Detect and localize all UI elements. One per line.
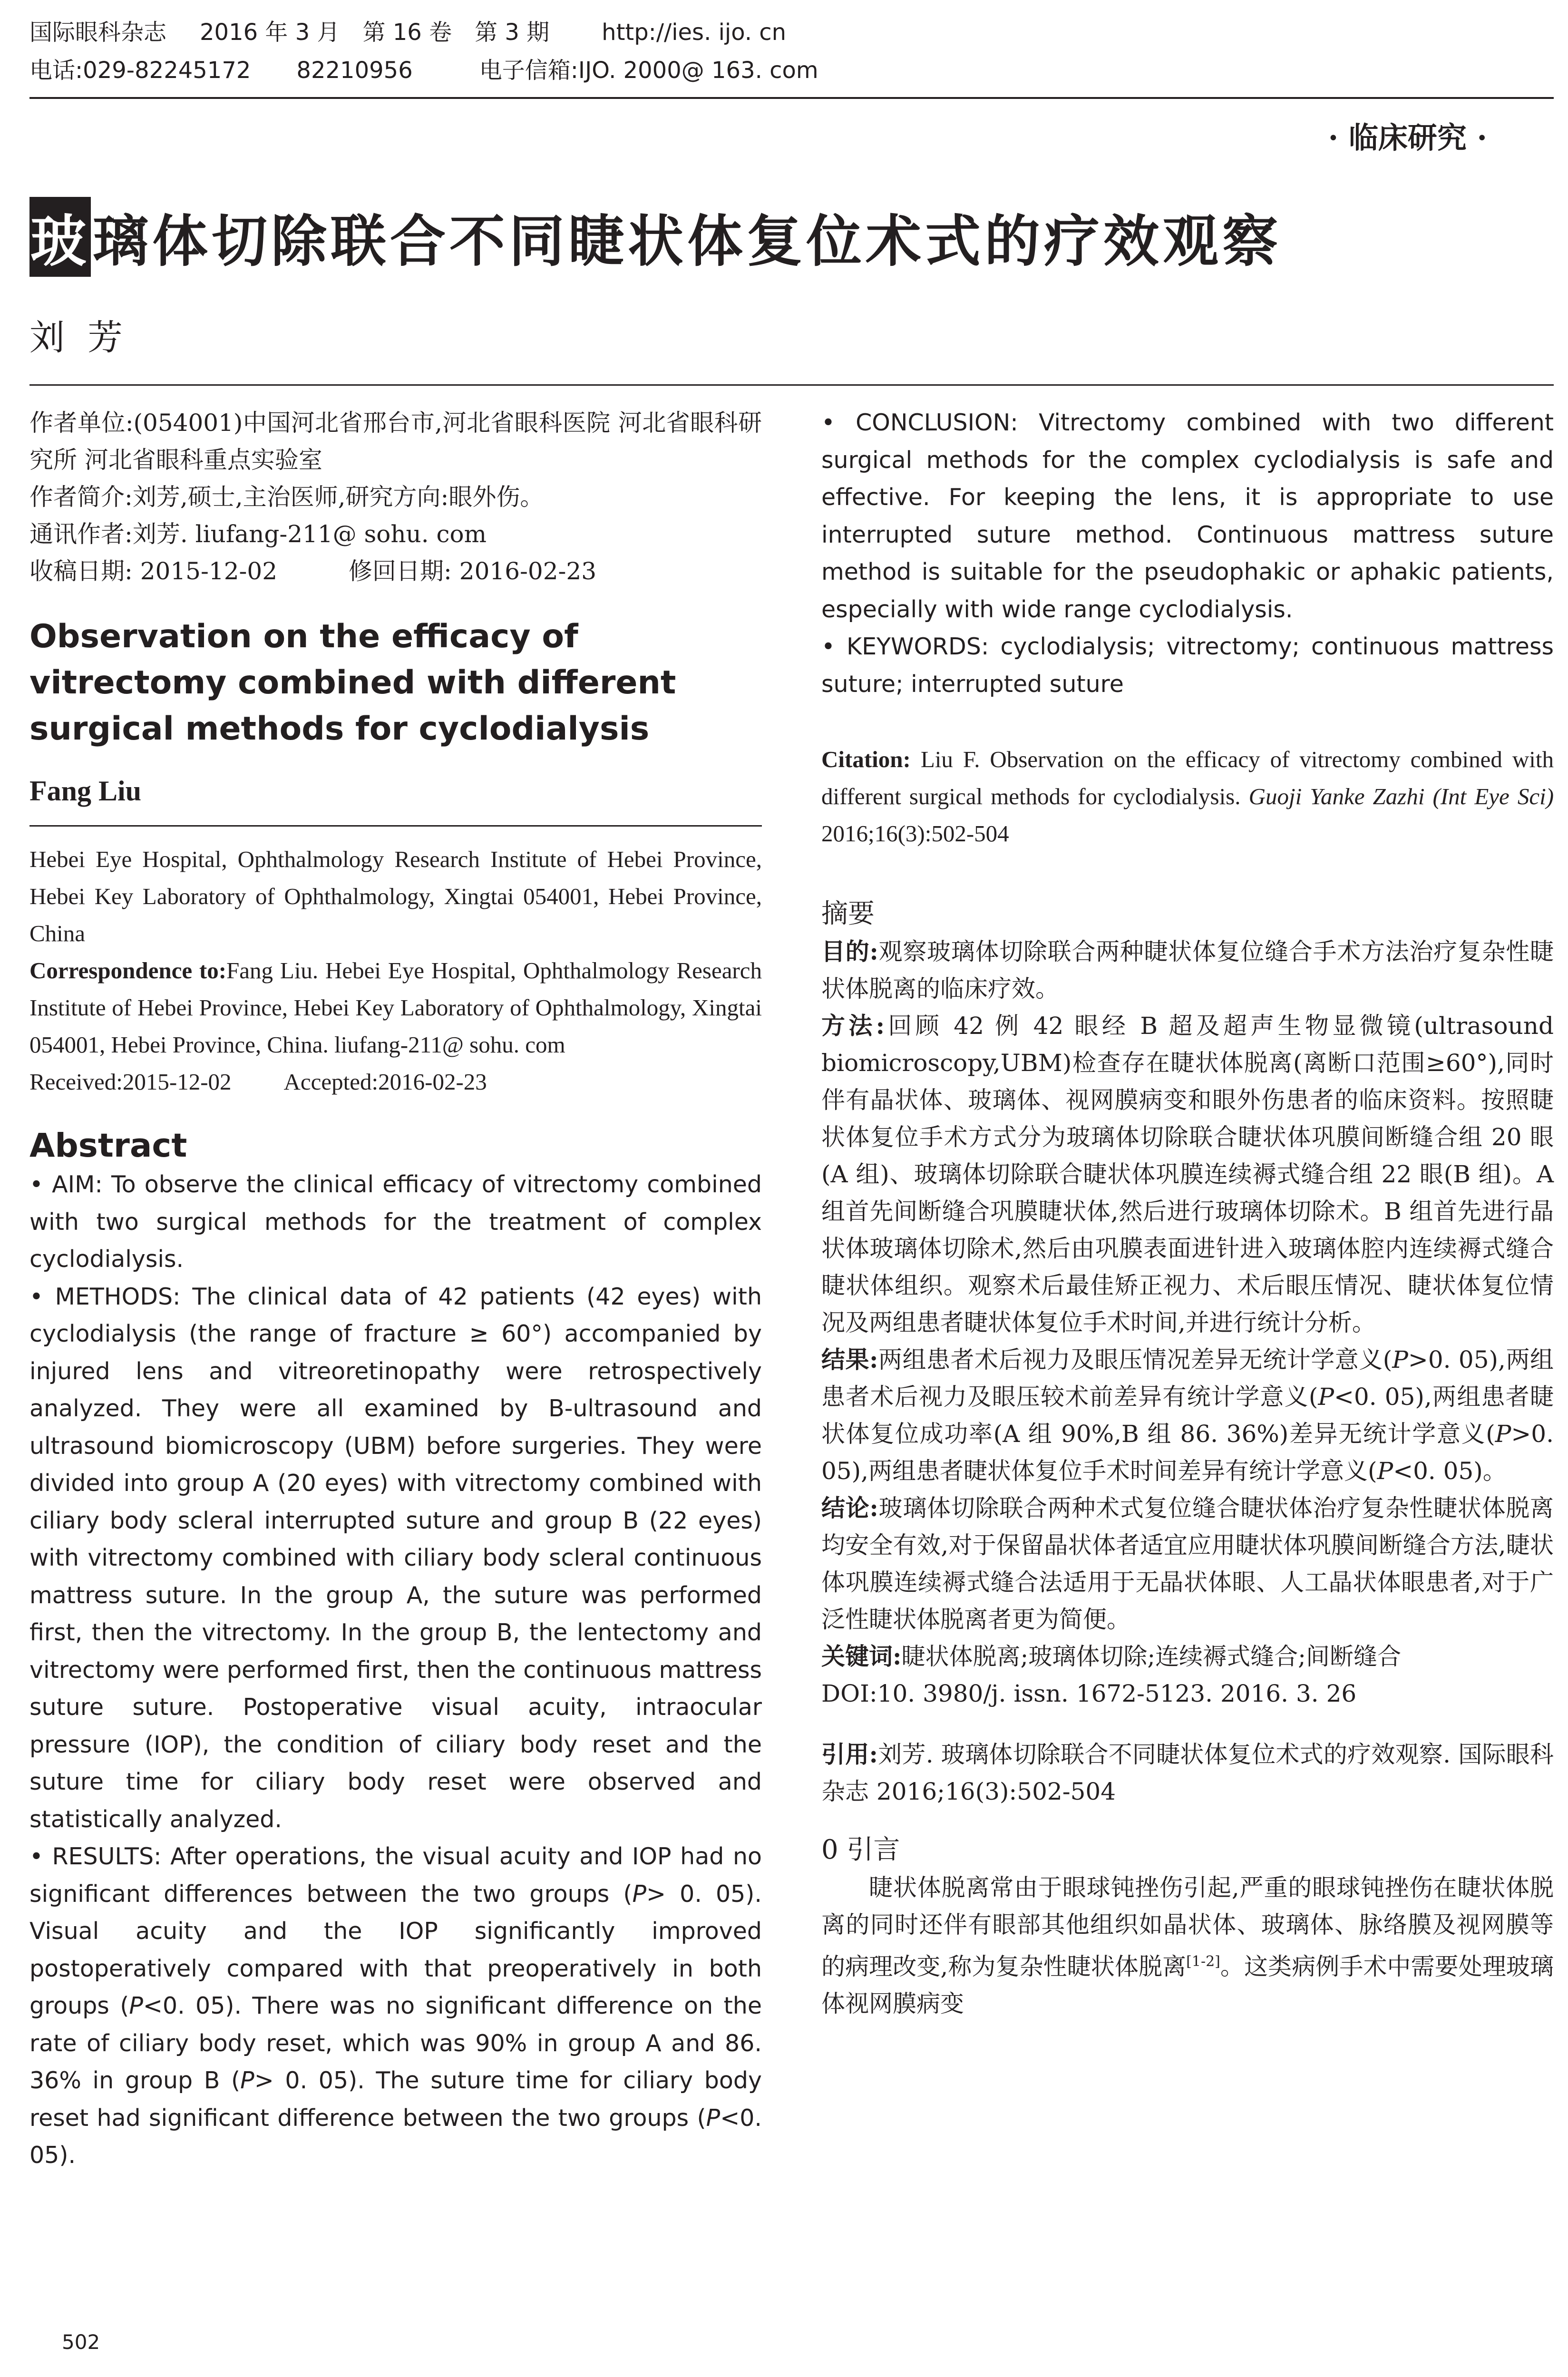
doi: DOI:10. 3980/j. issn. 1672-5123. 2016. 3. 26	[821, 1680, 1357, 1707]
title-first-char: 玻	[29, 197, 91, 277]
title-rule	[29, 384, 1554, 386]
running-header-line1	[29, 17, 786, 48]
title-rest: 璃体切除联合不同睫状体复位术式的疗效观察	[93, 209, 1282, 274]
phone-info: 电话:029-82245172 82210956	[29, 57, 413, 84]
cn-abstract-keywords: 关键词:睫状体脱离;玻璃体切除;连续褥式缝合;间断缝合	[821, 1642, 1402, 1670]
page-number: 502	[62, 2330, 100, 2354]
abstract-heading: Abstract	[29, 1127, 187, 1165]
english-title: Observation on the efficacy of vitrectomy combined with different surgical methods for cyclodialysis	[29, 618, 676, 748]
en-dates: Received:2015-12-02 Accepted:2016-02-23	[29, 1069, 487, 1095]
article-title	[29, 199, 1282, 275]
journal-name: 国际眼科杂志	[29, 19, 167, 46]
issue-info: 2016 年 3 月 第 16 卷 第 3 期	[200, 19, 550, 46]
correspondence: Correspondence to:Fang Liu. Hebei Eye Hospital, Ophthalmology Research Institute of Hebei Province, Hebei Key Laboratory of Ophthalmology, Xingtai 054001, Hebei Province, China. liufang-211@ sohu. com	[29, 957, 762, 1058]
cn-abstract-heading: 摘要	[821, 898, 875, 929]
corresponding-author: 通讯作者:刘芳. liufang-211@ sohu. com	[29, 520, 487, 548]
running-header-line2	[29, 55, 818, 86]
header-rule	[29, 97, 1554, 99]
journal-url[interactable]: http://ies. ijo. cn	[602, 19, 787, 46]
cn-abstract-methods: 方法:回顾 42 例 42 眼经 B 超及超声生物显微镜(ultrasound biomicroscopy,UBM)检查存在睫状体脱离(离断口范围≥60°),同时伴有晶状体、玻璃体、视网膜病变和眼外伤患者的临床资料。按照睫状体复位手术方式分为玻璃体切除联合睫状体巩膜间断缝合组 20 眼(A 组)、玻璃体切除联合睫状体巩膜连续褥式缝合组 22 眼(B 组)。A 组首先间断缝合巩膜睫状体,然后进行玻璃体切除术。B 组首先进行晶状体玻璃体切除术,然后由巩膜表面进针进入玻璃体腔内连续褥式缝合睫状体组织。观察术后最佳矫正视力、术后眼压情况、睫状体复位情况及两组患者睫状体复位手术时间,并进行统计分析。	[821, 1012, 1554, 1336]
cn-abstract-conclusion: 结论:玻璃体切除联合两种术式复位缝合睫状体治疗复杂性睫状体脱离均安全有效,对于保留晶状体者适宜应用睫状体巩膜间断缝合方法,睫状体巩膜连续褥式缝合法适用于无晶状体眼、人工晶状体眼患者,对于广泛性睫状体脱离者更为简便。	[821, 1494, 1554, 1633]
intro-heading: 0 引言	[821, 1834, 900, 1865]
intro-paragraph: 睫状体脱离常由于眼球钝挫伤引起,严重的眼球钝挫伤在睫状体脱离的同时还伴有眼部其他组织如晶状体、玻璃体、脉络膜及视网膜等的病理改变,称为复杂性睫状体脱离[1-2]。这类病例手术中需要处理玻璃体视网膜病变	[821, 1874, 1554, 2017]
abstract-aim: • AIM: To observe the clinical efficacy of vitrectomy combined with two surgical methods for the treatment of complex cyclodialysis.	[29, 1171, 762, 1273]
abstract-results: • RESULTS: After operations, the visual acuity and IOP had no significant differences between the two groups (P> 0. 05). Visual acuity and the IOP significantly improved postoperatively compared with that preoperatively in both groups (P<0. 05). There was no significant difference on the rate of ciliary body reset, which was 90% in group A and 86. 36% in group B (P> 0. 05). The suture time for ciliary body reset had significant difference between the two groups (P<0. 05).	[29, 1843, 762, 2169]
citation: Citation: Liu F. Observation on the efficacy of vitrectomy combined with different surgical methods for cyclodialysis. Guoji Yanke Zazhi (Int Eye Sci) 2016;16(3):502-504	[821, 746, 1554, 847]
cn-abstract-aim: 目的:观察玻璃体切除联合两种睫状体复位缝合手术方法治疗复杂性睫状体脱离的临床疗效。	[821, 937, 1554, 1003]
cn-abstract-results: 结果:两组患者术后视力及眼压情况差异无统计学意义(P>0. 05),两组患者术后视力及眼压较术前差异有统计学意义(P<0. 05),两组患者睫状体复位成功率(A 组 90%,B 组 86. 36%)差异无统计学意义(P>0. 05),两组患者睫状体复位手术时间差异有统计学意义(P<0. 05)。	[821, 1345, 1554, 1485]
english-author: Fang Liu	[29, 775, 142, 807]
abstract-methods: • METHODS: The clinical data of 42 patients (42 eyes) with cyclodialysis (the range of fracture ≥ 60°) accompanied by injured lens and vitreoretinopathy were retrospectively analyzed. They were all examined by B-ultrasound and ultrasound biomicroscopy (UBM) before surgeries. They were divided into group A (20 eyes) with vitrectomy combined with ciliary body scleral interrupted suture and group B (22 eyes) with vitrectomy combined with ciliary body scleral continuous mattress suture. In the group A, the suture was performed first, then the vitrectomy. In the group B, the lentectomy and vitrectomy were performed first, then the continuous mattress suture suture. Postoperative visual acuity, intraocular pressure (IOP), the condition of ciliary body reset and the suture time for ciliary body reset were observed and statistically analyzed.	[29, 1283, 762, 1833]
author-unit: 作者单位:(054001)中国河北省邢台市,河北省眼科医院 河北省眼科研究所 河北省眼科重点实验室	[29, 409, 762, 474]
cn-citation: 引用:刘芳. 玻璃体切除联合不同睫状体复位术式的疗效观察. 国际眼科杂志 2016;16(3):502-504	[821, 1740, 1554, 1805]
affiliation: Hebei Eye Hospital, Ophthalmology Research Institute of Hebei Province, Hebei Key Laboratory of Ophthalmology, Xingtai 054001, Hebei Province, China	[29, 846, 762, 946]
email-info: 电子信箱:IJO. 2000@ 163. com	[479, 57, 818, 84]
author-bio: 作者简介:刘芳,硕士,主治医师,研究方向:眼外伤。	[29, 483, 544, 511]
cn-dates: 收稿日期: 2015-12-02 修回日期: 2016-02-23	[29, 557, 597, 585]
reference-marker: [1-2]	[1186, 1953, 1220, 1970]
chinese-author: 刘芳	[29, 317, 146, 358]
section-tag: · 临床研究 ·	[1328, 120, 1487, 155]
abstract-keywords: • KEYWORDS: cyclodialysis; vitrectomy; continuous mattress suture; interrupted suture	[821, 633, 1554, 698]
left-column	[29, 404, 762, 2174]
right-column	[821, 404, 1554, 2022]
abstract-conclusion: • CONCLUSION: Vitrectomy combined with two different surgical methods for the complex cyclodialysis is safe and effective. For keeping the lens, it is appropriate to use interrupted suture method. Continuous mattress suture method is suitable for the pseudophakic or aphakic patients, especially with wide range cyclodialysis.	[821, 409, 1554, 623]
